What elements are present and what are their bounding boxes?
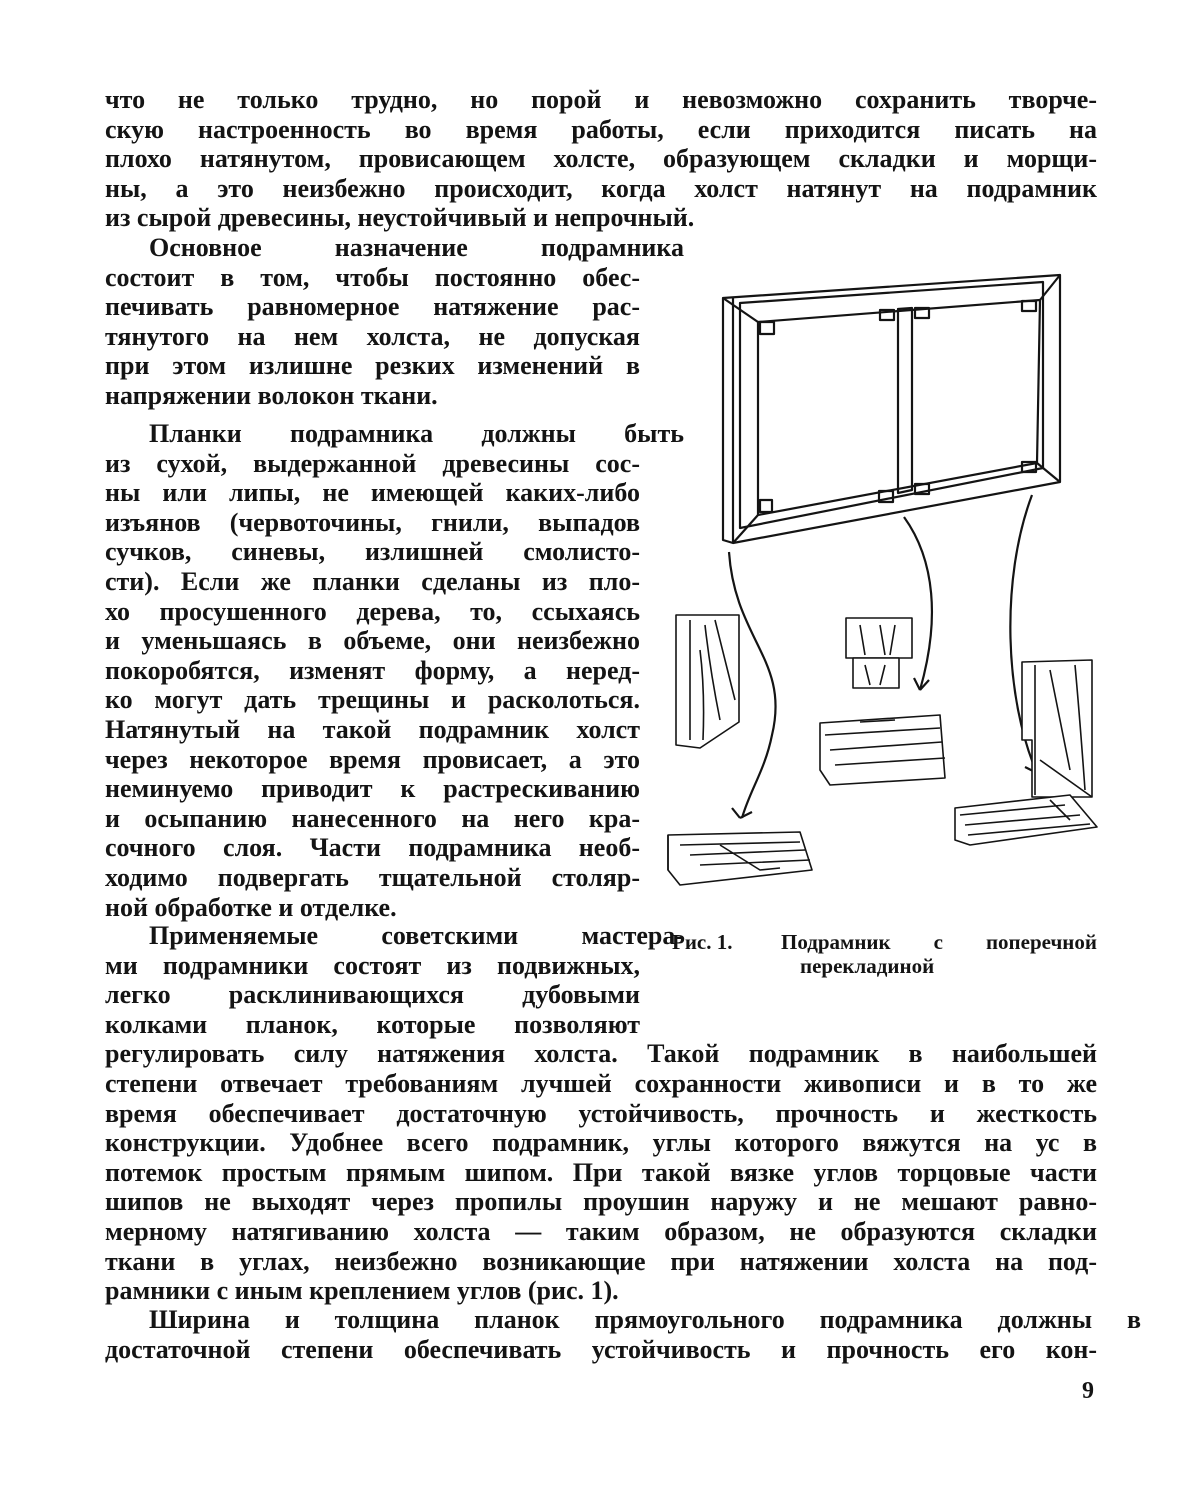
text-line: при этом излишне резких изменений в [105, 351, 640, 381]
text-line: шипов не выходят через пропилы проушин наружу и не мешают равно- [105, 1187, 1097, 1217]
text-line: Планки подрамника должны быть [105, 419, 684, 449]
text-line: сочного слоя. Части подрамника необ- [105, 833, 640, 863]
text-line: изъянов (червоточины, гнили, выпадов [105, 508, 640, 538]
text-line: Основное назначение подрамника [105, 233, 684, 263]
text-line: сти). Если же планки сделаны из пло- [105, 567, 640, 597]
text-line: состоит в том, чтобы постоянно обес- [105, 263, 640, 293]
text-line: неминуемо приводит к растрескиванию [105, 774, 640, 804]
text-line: сучков, синевы, излишней смолисто- [105, 537, 640, 567]
page-number: 9 [1082, 1378, 1094, 1405]
text-line: регулировать силу натяжения холста. Такой подрамник в наибольшей [105, 1039, 1097, 1069]
text-line: скую настроенность во время работы, если приходится писать на [105, 115, 1097, 145]
text-line: время обеспечивает достаточную устойчивость, прочность и жесткость [105, 1099, 1097, 1129]
text-line: Натянутый на такой подрамник холст [105, 715, 640, 745]
text-line: ны или липы, не имеющей каких-либо [105, 478, 640, 508]
text-line: ко могут дать трещины и расколоться. [105, 685, 640, 715]
text-line: степени отвечает требованиям лучшей сохранности живописи и в то же [105, 1069, 1097, 1099]
text-line: рамники с иным креплением углов (рис. 1). [105, 1276, 1097, 1306]
text-line: печивать равномерное натяжение рас- [105, 292, 640, 322]
corner-joint-left [668, 615, 812, 885]
figure-caption-line-2: перекладиной [672, 954, 1097, 978]
text-line: конструкции. Удобнее всего подрамник, углы которого вяжутся на ус в [105, 1128, 1097, 1158]
text-line: ходимо подвергать тщательной столяр- [105, 863, 640, 893]
text-line: Ширина и толщина планок прямоугольного подрамника должны в [105, 1305, 1141, 1335]
text-line: покоробятся, изменят форму, а неред- [105, 656, 640, 686]
text-line: ны, а это неизбежно происходит, когда холст натянут на подрамник [105, 174, 1097, 204]
figure-caption-line-1: Подрамник с поперечной [781, 930, 1097, 954]
corner-joint-middle [820, 618, 945, 785]
text-line: ной обработке и отделке. [105, 893, 640, 923]
text-line: хо просушенного дерева, то, ссыхаясь [105, 597, 640, 627]
text-line: достаточной степени обеспечивать устойчивость и прочность его кон- [105, 1335, 1097, 1365]
corner-joint-right [955, 660, 1097, 845]
text-line: ткани в углах, неизбежно возникающие при натяжении холста на под- [105, 1247, 1097, 1277]
text-line: и уменьшаясь в объеме, они неизбежно [105, 626, 640, 656]
book-page [0, 0, 1200, 1498]
text-line: тянутого на нем холста, не допуская [105, 322, 640, 352]
text-line: потемок простым прямым шипом. При такой вязке углов торцовые части [105, 1158, 1097, 1188]
text-line: Применяемые советскими мастера- [105, 921, 684, 951]
figure-stretcher-frame-illustration [0, 0, 1200, 1498]
figure-label: Рис. 1. [672, 930, 733, 954]
text-line: и осыпанию нанесенного на него кра- [105, 804, 640, 834]
text-line: из сырой древесины, неустойчивый и непрочный. [105, 203, 1097, 233]
text-line: через некоторое время провисает, а это [105, 745, 640, 775]
figure-caption [672, 930, 1097, 978]
text-line: плохо натянутом, провисающем холсте, образующем складки и морщи- [105, 144, 1097, 174]
text-line: колками планок, которые позволяют [105, 1010, 640, 1040]
text-line: из сухой, выдержанной древесины сос- [105, 449, 640, 479]
text-line: напряжении волокон ткани. [105, 381, 640, 411]
text-line: что не только трудно, но порой и невозможно сохранить творче- [105, 85, 1097, 115]
text-line: ми подрамники состоят из подвижных, [105, 951, 640, 981]
stretcher-frame-drawing [723, 275, 1060, 543]
text-line: легко расклинивающихся дубовыми [105, 980, 640, 1010]
text-line: мерному натягиванию холста — таким образом, не образуются складки [105, 1217, 1097, 1247]
